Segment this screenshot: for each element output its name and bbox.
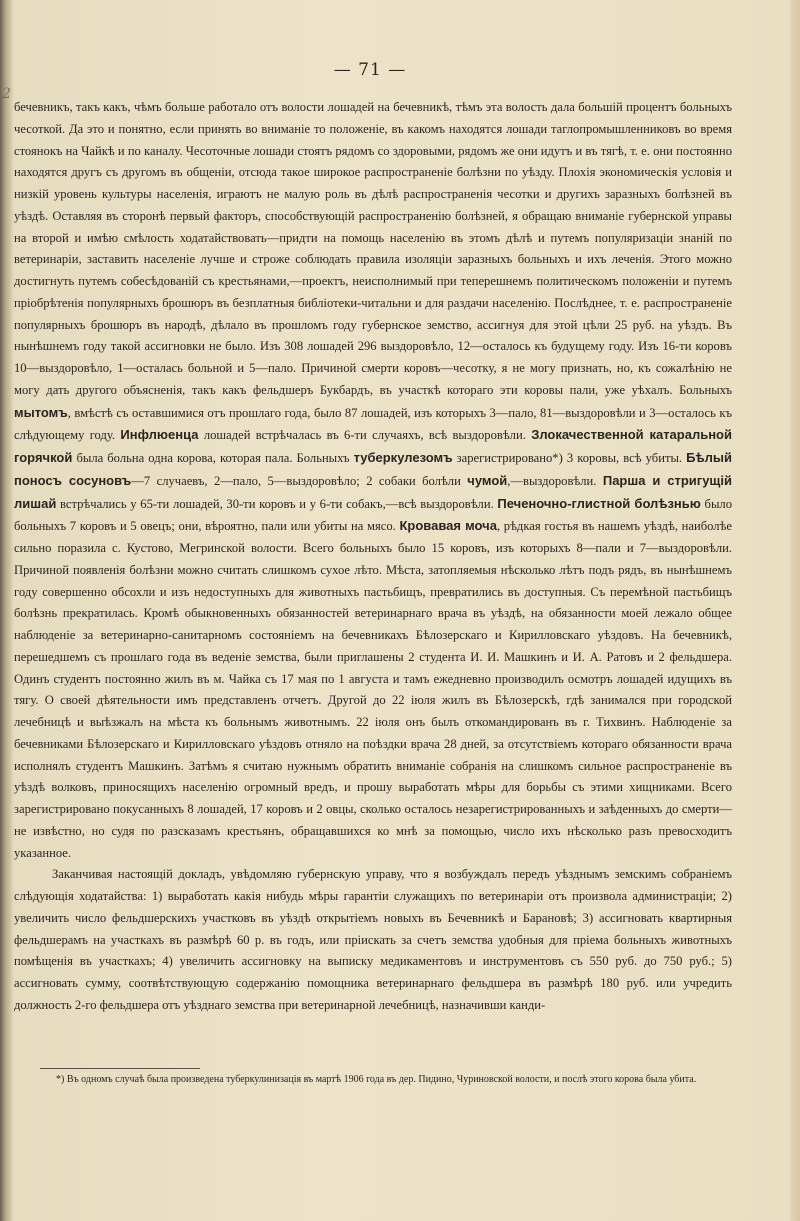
term-liver-fluke: Печеночно-глистной болѣзнью bbox=[497, 495, 701, 511]
term-catarrh: Злокачественной катаральной горячкой bbox=[14, 427, 732, 465]
page-edge bbox=[790, 0, 800, 1221]
footnote-rule bbox=[40, 1068, 200, 1069]
text-span: , вмѣстѣ съ оставшимися отъ прошлаго года, было 87 лошадей, изъ которыхъ 3—пало, 81—выздоровѣли и 3—осталось къ слѣдующему году. bbox=[14, 405, 732, 443]
paragraph-conclusion: Заканчивая настоящій докладъ, увѣдомляю губернскую управу, что я возбуждалъ передъ уѣзднымъ земскимъ собраніемъ слѣдующія ходатайства: 1) выработать какія нибудь мѣры гарантіи служащихъ по ветеринаріи отъ произвола администраціи; 2) увеличить число фельдшерскихъ участковъ въ уѣздѣ открытіемъ новыхъ въ Бечевникѣ и Барановѣ; 3) ассигновать квартирныя фельдшерамъ на участкахъ въ размѣрѣ 60 р. въ годъ, или пріискать за счетъ земства удобныя для пріема больныхъ животныхъ помѣщенія въ участкахъ; 4) увеличить ассигновку на выписку медикаментовъ и инструментовъ съ 550 руб. до 750 руб.; 5) ассигновать сумму, соотвѣтствующую содержанію помощника ветеринарнаго фельдшера въ размѣрѣ 180 руб. или учредить должность 2-го фельдшера отъ уѣзднаго земства при ветеринарной лечебницѣ, назначивши канди- bbox=[14, 867, 732, 1012]
margin-mark: 2 bbox=[2, 86, 11, 102]
term-influenza: Инфлюенца bbox=[120, 427, 199, 443]
term-myt: мытомъ bbox=[14, 404, 68, 420]
body-text bbox=[14, 97, 732, 1017]
text-span: лошадей встрѣчалась въ 6-ти случаяхъ, всѣ выздоровѣли. bbox=[198, 428, 532, 443]
term-tuberculosis: туберкулезомъ bbox=[353, 450, 453, 465]
page-number: — 71 — bbox=[333, 60, 407, 80]
paragraph-report bbox=[14, 97, 732, 864]
text-span: ,—выздоровѣли. bbox=[507, 473, 603, 488]
text-span: —7 случаевъ, 2—пало, 5—выздоровѣло; 2 собаки болѣли bbox=[131, 473, 468, 488]
term-plague: чумой bbox=[467, 472, 508, 488]
footnote bbox=[18, 1072, 732, 1087]
footnote-text: *) Въ одномъ случаѣ была произведена туберкулинизація въ мартѣ 1906 года въ дер. Пидино, Чуриновской волости, и послѣ этого корова была убита. bbox=[56, 1074, 697, 1085]
text-span: , рѣдкая гостья въ нашемъ уѣздѣ, наиболѣе сильно поразила с. Кустово, Мегринской волости. Всего больныхъ было 15 коровъ, изъ которыхъ 8—пали и 7—выздоровѣли. Причиной появленія болѣзни можно считать слишкомъ сухое лѣто. Мѣста, затопляемыя нѣсколько лѣтъ подъ рядъ, въ нынѣшнемъ году совершенно обсохли и изъ недоступныхъ для животныхъ пастьбищъ, превратились въ доступныя. Съ перемѣной пастьбищъ болѣзнь прекратилась. Кромѣ обыкновенныхъ обязанностей ветеринарнаго врача въ уѣздѣ, на обязанности моей лежало общее наблюденіе за ветеринарно-санитарномъ состояніемъ на бечевникахъ Бѣлозерскаго и Кирилловскаго уѣздовъ. На бечевникѣ, перешедшемъ съ прошлаго года въ веденіе земства, были приглашены 2 студента И. И. Машкинъ и И. А. Ратовъ и 2 фельдшера. Одинъ студентъ постоянно жилъ въ м. Чайка съ 17 мая по 1 августа и тамъ ежедневно производилъ осмотръ лошадей идущихъ въ тягу. О своей дѣятельности имъ представленъ отчетъ. Другой до 22 іюля жилъ въ Бѣлозерскѣ, гдѣ занимался при городской лечебницѣ и выѣзжалъ на мѣста къ больнымъ животнымъ. 22 іюля онъ былъ откомандированъ въ г. Тихвинъ. Наблюденіе за бечевниками Бѣлозерскаго и Кирилловскаго уѣздовъ отняло на поѣздки врача 28 дней, за отсутствіемъ котораго обязанности врача исполнялъ студентъ Машкинъ. Затѣмъ я считаю нужнымъ обратить вниманіе собранія на слишкомъ сильное распространеніе въ уѣздѣ волковъ, приносящихъ населенію огромный вредъ, и прошу выработать мѣры для борьбы съ этими хищниками. Всего зарегистрировано покусанныхъ 8 лошадей, 17 коровъ и 2 овцы, сколько осталось незарегистрированныхъ и заѣденныхъ до смерти—не извѣстно, но судя по разсказамъ крестьянъ, обращавшихся ко мнѣ за помощью, число ихъ нѣсколько разъ превосходитъ указанное. bbox=[14, 519, 732, 860]
text-span: встрѣчались у 65-ти лошадей, 30-ти коровъ и у 6-ти собакъ,—всѣ выздоровѣли. bbox=[56, 496, 498, 511]
text-span: была больна одна корова, которая пала. Больныхъ bbox=[72, 451, 354, 465]
term-blood-urine: Кровавая моча bbox=[399, 518, 497, 534]
text-span: было больныхъ 7 коровъ и 5 овецъ; они, вѣроятно, пали или убиты на мясо. bbox=[14, 496, 732, 534]
term-scab: Парша и стригущій лишай bbox=[14, 472, 732, 511]
text-span: бечевникъ, такъ какъ, чѣмъ больше работало отъ волости лошадей на бечевникѣ, тѣмъ эта волость дала большій процентъ больныхъ чесоткой. Да это и понятно, если принять во вниманіе то положеніе, въ какомъ находятся лошади таглопромышленниковъ во время стоянокъ на Чайкѣ и по каналу. Чесоточные лошади стоятъ рядомъ со здоровыми, рядомъ же они идутъ и въ тягѣ, т. е. они постоянно находятся другъ съ другомъ въ общеніи, отсюда такое широкое распространеніе болѣзни по уѣзду. Плохія экономическія условія и низкій уровень культуры населенія, играютъ не малую роль въ дѣлѣ распространенія чесотки и другихъ заразныхъ болѣзней въ уѣздѣ. Оставляя въ сторонѣ первый факторъ, способствующій распространенію болѣзней, я обращаю вниманіе губернской управы на второй и имѣю смѣлость ходатайствовать—придти на помощь населенію въ этомъ дѣлѣ и путемъ популяризаціи знаній по ветеринаріи, заставить населеніе лучше и строже соблюдать правила изоляціи заразныхъ больныхъ и ихъ леченія. Этого можно достигнуть путемъ собесѣдованій съ крестьянами,—проектъ, неисполнимый при теперешнемъ политическомъ положеніи и путемъ пріобрѣтенія популярныхъ брошюръ въ безплатныя библіотеки-читальни и для раздачи населенію. Послѣднее, т. е. распространеніе популярныхъ брошюръ въ народѣ, дѣлало въ прошломъ году губернское земство, ассигнуя для этой цѣли 25 руб. на уѣздъ. Въ нынѣшнемъ году такой ассигновки не было. Изъ 308 лошадей 296 выздоровѣло, 12—осталось къ будущему году. Изъ 16-ти коровъ 10—выздоровѣло, 1—осталась больной и 5—пало. Причиной смерти коровъ—чесотку, я не могу признать, но, къ сожалѣнію не могу дать другого объясненія, такъ какъ фельдшеръ Букбардъ, въ участкѣ котораго эти коровы пали, уже уѣхалъ. Больныхъ bbox=[14, 100, 732, 397]
term-white-diarrhea: Бѣлый поносъ сосуновъ bbox=[14, 450, 732, 488]
text-span: зарегистрировано*) 3 коровы, всѣ убиты. bbox=[452, 451, 687, 465]
